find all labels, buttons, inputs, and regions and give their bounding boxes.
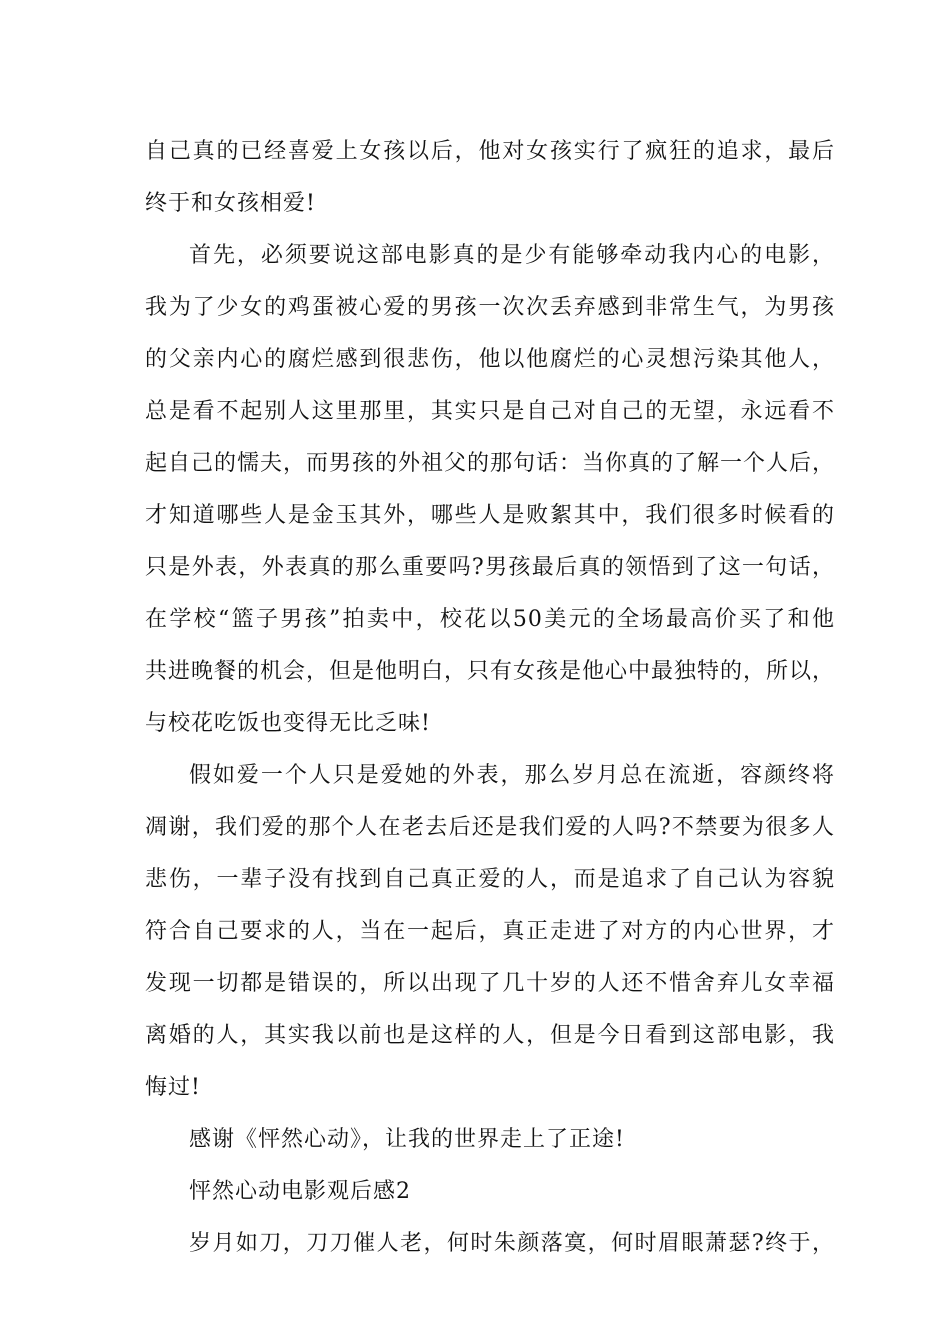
section-heading: 怦然心动电影观后感2 (189, 1179, 411, 1204)
text-line: 凋谢，我们爱的那个人在老去后还是我们爱的人吗?不禁要为很多人 (145, 815, 835, 840)
text-line: 悲伤，一辈子没有找到自己真正爱的人，而是追求了自己认为容貌 (145, 867, 835, 892)
text-line: 我为了少女的鸡蛋被心爱的男孩一次次丢弃感到非常生气，为男孩 (145, 295, 835, 320)
text-line: 终于和女孩相爱! (145, 191, 316, 216)
text-line: 在学校“篮子男孩”拍卖中，校花以50美元的全场最高价买了和他 (145, 607, 835, 632)
text-line: 的父亲内心的腐烂感到很悲伤，他以他腐烂的心灵想污染其他人， (145, 347, 835, 372)
text-line: 只是外表，外表真的那么重要吗?男孩最后真的领悟到了这一句话， (145, 555, 835, 580)
text-line: 共进晚餐的机会，但是他明白，只有女孩是他心中最独特的，所以， (145, 659, 836, 684)
text-line: 与校花吃饭也变得无比乏味! (145, 711, 431, 736)
text-line: 岁月如刀，刀刀催人老，何时朱颜落寞，何时眉眼萧瑟?终于， (189, 1231, 835, 1256)
text-line: 首先，必须要说这部电影真的是少有能够牵动我内心的电影， (189, 243, 835, 268)
text-line: 起自己的懦夫，而男孩的外祖父的那句话：当你真的了解一个人后， (145, 451, 836, 476)
text-line: 总是看不起别人这里那里，其实只是自己对自己的无望，永远看不 (145, 399, 835, 424)
text-line: 假如爱一个人只是爱她的外表，那么岁月总在流逝，容颜终将 (189, 763, 835, 788)
text-line: 才知道哪些人是金玉其外，哪些人是败絮其中，我们很多时候看的 (145, 503, 835, 528)
text-line: 感谢《怦然心动》，让我的世界走上了正途! (189, 1127, 625, 1152)
text-line: 自己真的已经喜爱上女孩以后，他对女孩实行了疯狂的追求，最后 (145, 139, 835, 164)
text-line: 悔过! (145, 1075, 201, 1100)
body-text (145, 126, 835, 1270)
text-line: 符合自己要求的人，当在一起后，真正走进了对方的内心世界，才 (145, 919, 835, 944)
text-line: 发现一切都是错误的，所以出现了几十岁的人还不惜舍弃儿女幸福 (145, 971, 835, 996)
text-line: 离婚的人，其实我以前也是这样的人，但是今日看到这部电影，我 (145, 1023, 835, 1048)
